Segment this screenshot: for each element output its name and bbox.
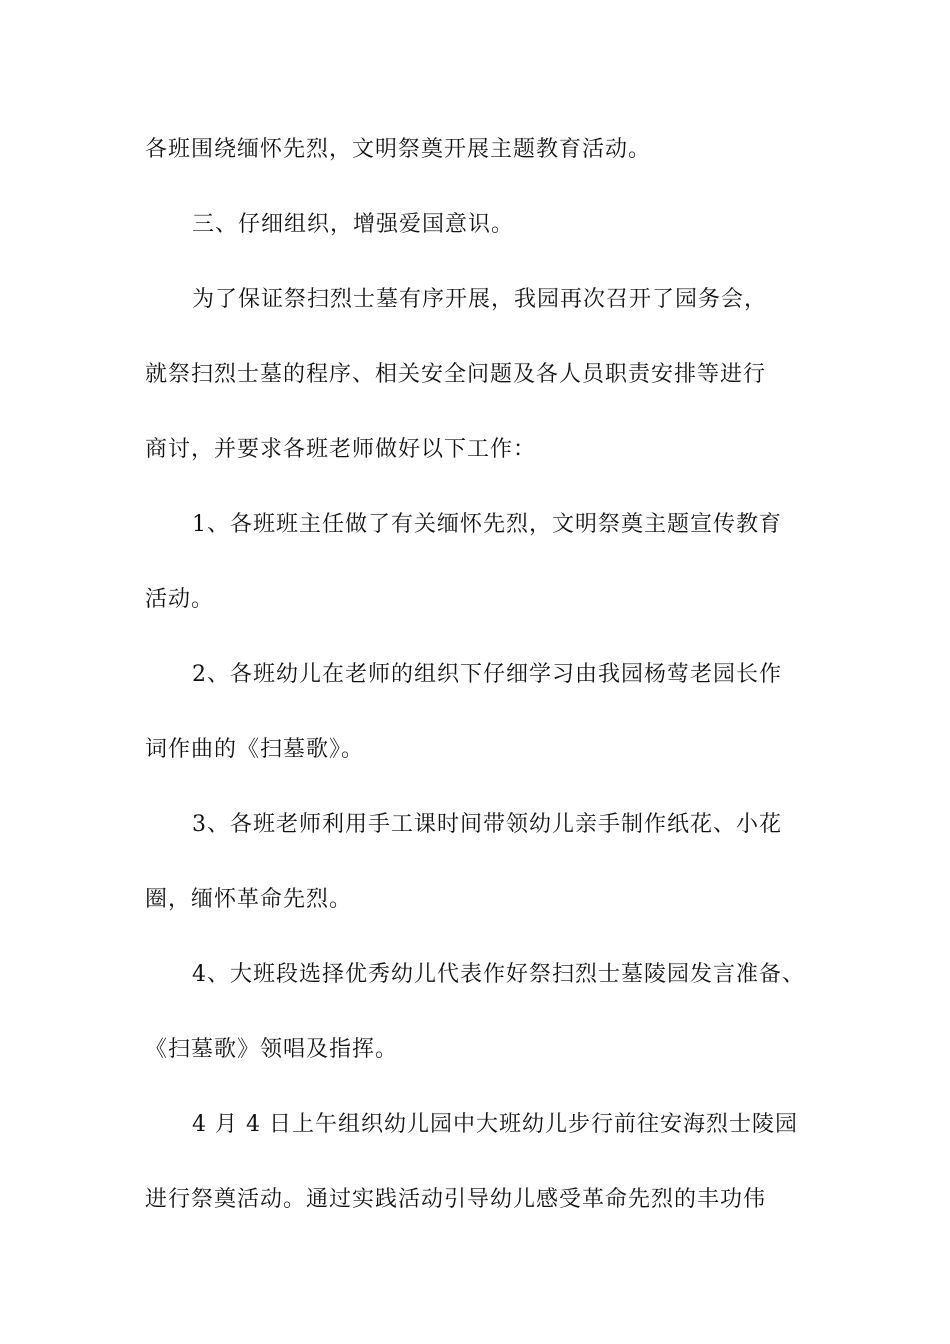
list-item-line: 4、大班段选择优秀幼儿代表作好祭扫烈士墓陵园发言准备、 [192, 962, 805, 987]
list-item-line: 词作曲的《扫墓歌》。 [145, 737, 365, 762]
list-item-line: 活动。 [145, 587, 215, 612]
list-item-line: 1、各班班主任做了有关缅怀先烈，文明祭奠主题宣传教育 [192, 512, 782, 537]
text-line: 商讨，并要求各班老师做好以下工作： [145, 437, 537, 462]
text-line: 进行祭奠活动。通过实践活动引导幼儿感受革命先烈的丰功伟 [145, 1187, 767, 1212]
text-line: 为了保证祭扫烈士墓有序开展，我园再次召开了园务会， [192, 287, 768, 312]
section-heading: 三、仔细组织，增强爱国意识。 [192, 212, 515, 237]
list-item-line: 3、各班老师利用手工课时间带领幼儿亲手制作纸花、小花 [192, 812, 782, 837]
list-item-line: 圈，缅怀革命先烈。 [145, 887, 353, 912]
list-item-line: 《扫墓歌》领唱及指挥。 [145, 1037, 399, 1062]
text-line: 4 月 4 日上午组织幼儿园中大班幼儿步行前往安海烈士陵园 [192, 1112, 798, 1137]
text-line: 就祭扫烈士墓的程序、相关安全问题及各人员职责安排等进行 [145, 362, 767, 387]
list-item-line: 2、各班幼儿在老师的组织下仔细学习由我园杨莺老园长作 [192, 662, 782, 687]
text-line: 各班围绕缅怀先烈，文明祭奠开展主题教育活动。 [145, 137, 652, 162]
